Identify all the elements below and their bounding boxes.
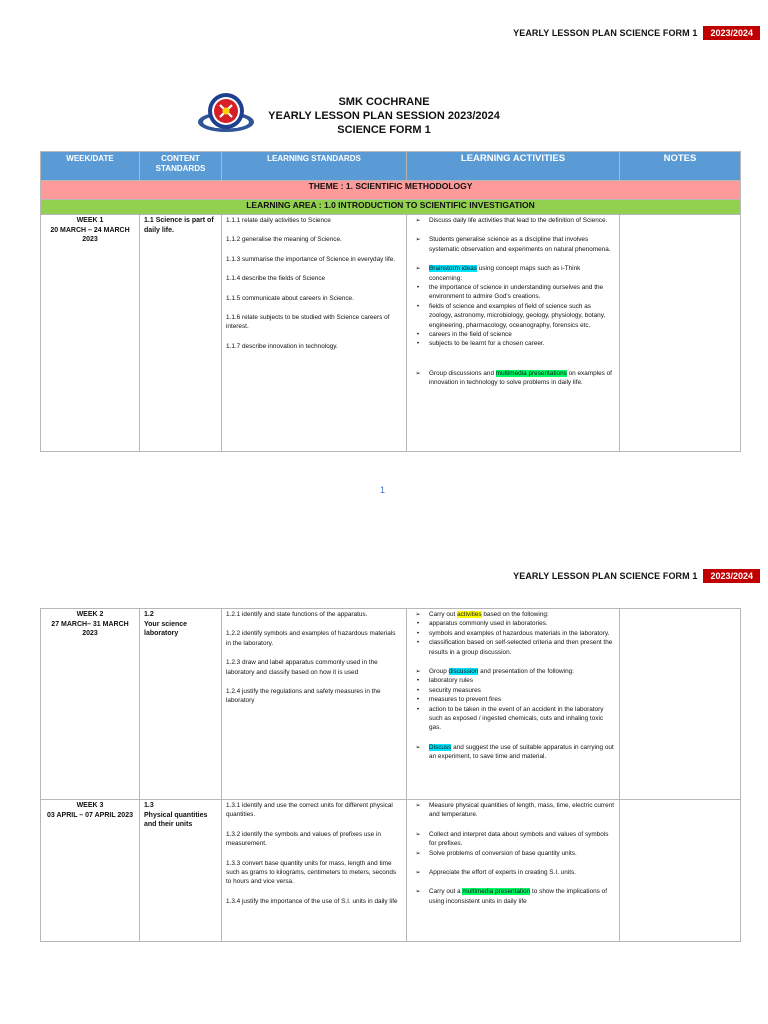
- arrow-bullet-icon: ➢: [415, 802, 421, 809]
- content-title: Science is part of daily life.: [144, 217, 214, 234]
- content-standard-cell: [140, 800, 222, 942]
- activity-item: • symbols and examples of hazardous materials in the laboratory.: [411, 629, 615, 638]
- dot-bullet-icon: •: [416, 639, 420, 647]
- arrow-bullet-icon: ➢: [415, 611, 421, 618]
- dot-bullet-icon: •: [416, 620, 420, 628]
- dot-bullet-icon: •: [416, 629, 420, 637]
- highlighted-text: multimedia presentations: [495, 369, 567, 377]
- learning-standard: 1.1.6 relate subjects to be studied with Science careers of interest.: [226, 314, 390, 331]
- week-dates: 27 MARCH– 31 MARCH 2023: [51, 620, 129, 637]
- arrow-bullet-icon: ➢: [415, 869, 421, 877]
- page-header: [513, 26, 760, 40]
- activity-item: • subjects to be learnt for a chosen career.: [411, 339, 615, 348]
- form-title: SCIENCE FORM 1: [337, 124, 431, 136]
- header-year-badge: 2023/2024: [703, 26, 760, 40]
- page-number: 1: [380, 485, 386, 495]
- highlighted-text: Discuss: [429, 743, 452, 751]
- week-dates: 03 APRIL – 07 APRIL 2023: [47, 811, 133, 819]
- learning-standard: 1.2.1 identify and state functions of the apparatus.: [226, 611, 368, 618]
- header-title: YEARLY LESSON PLAN SCIENCE FORM 1: [513, 571, 698, 581]
- content-title: Your science laboratory: [144, 620, 188, 637]
- col-content: CONTENT STANDARDS: [140, 152, 222, 181]
- learning-standard: 1.2.3 draw and label apparatus commonly used in the laboratory and classify based on how it is used: [226, 659, 378, 676]
- activity-item: • the importance of science in understanding ourselves and the environment to admire God's creations.: [411, 283, 615, 302]
- activity-item: ➢ Measure physical quantities of length, mass, time, electric current and temperature.: [411, 801, 615, 820]
- learning-standards-cell: [222, 215, 407, 452]
- highlighted-text: Brainstorm ideas: [429, 265, 477, 273]
- arrow-bullet-icon: ➢: [415, 743, 421, 751]
- activity-item: ➢ Students generalise science as a discipline that involves systematic observation and experiments on natural phenomena.: [411, 235, 615, 254]
- notes-cell: [620, 215, 741, 452]
- learning-standard: 1.1.4 describe the fields of Science: [226, 275, 326, 283]
- notes-cell: [620, 609, 741, 800]
- week-cell: [41, 215, 140, 452]
- table-row: [41, 215, 741, 452]
- week-label: WEEK 3: [76, 802, 104, 809]
- dot-bullet-icon: •: [416, 677, 420, 685]
- content-standard-cell: [140, 215, 222, 452]
- activity-item: • careers in the field of science: [411, 330, 615, 339]
- dot-bullet-icon: •: [416, 686, 420, 694]
- learning-standard: 1.1.5 communicate about careers in Science.: [226, 294, 354, 302]
- activity-item: ➢ Carry out activities based on the following:: [411, 610, 615, 619]
- dot-bullet-icon: •: [416, 696, 420, 704]
- week-cell: [41, 800, 140, 942]
- activity-item: • laboratory rules: [411, 676, 615, 685]
- activity-item: ➢ Solve problems of conversion of base quantity units.: [411, 849, 615, 858]
- activity-item: • action to be taken in the event of an accident in the laboratory such as exposed / ingested chemicals, cuts and inhaling toxic gas.: [411, 705, 615, 733]
- content-standard-cell: [140, 609, 222, 800]
- learning-standard: 1.1.3 summarise the importance of Science in everyday life.: [226, 255, 396, 263]
- header-year-badge: 2023/2024: [703, 569, 760, 583]
- learning-activities-cell: [407, 800, 620, 942]
- col-learning: LEARNING STANDARDS: [222, 152, 407, 181]
- arrow-bullet-icon: ➢: [415, 888, 421, 896]
- content-number: 1.3: [144, 802, 154, 809]
- activity-item: • apparatus commonly used in laboratories.: [411, 619, 615, 628]
- lesson-plan-table-page2: [40, 608, 741, 942]
- learning-standard: 1.1.1 relate daily activities to Science: [226, 217, 331, 224]
- arrow-bullet-icon: ➢: [415, 830, 421, 838]
- learning-standard: 1.2.4 justify the regulations and safety measures in the laboratory: [226, 688, 381, 705]
- learning-activities-cell: [407, 215, 620, 452]
- activity-item: • fields of science and examples of field of science such as zoology, astronomy, microbiology, geology, physiology, botany, engineering, pharmacology, oceanography, forensics etc.: [411, 302, 615, 330]
- col-week: WEEK/DATE: [41, 152, 140, 181]
- theme-row: [41, 181, 741, 200]
- activity-item: ➢ Group discussion and presentation of the following:: [411, 667, 615, 676]
- learning-area-row: [41, 200, 741, 215]
- table-row: [41, 609, 741, 800]
- week-dates: 20 MARCH – 24 MARCH 2023: [50, 226, 130, 243]
- lesson-plan-table-page1: [40, 151, 741, 452]
- learning-standard: 1.1.2 generalise the meaning of Science.: [226, 236, 342, 244]
- learning-standard: 1.3.1 identify and use the correct units for different physical quantities.: [226, 802, 393, 819]
- page-header: [513, 569, 760, 583]
- dot-bullet-icon: •: [416, 302, 420, 310]
- learning-standard: 1.3.4 justify the importance of the use of S.I. units in daily life: [226, 897, 398, 905]
- learning-standard: 1.3.3 convert base quantity units for mass, length and time such as grams to kilograms, centimeters to meters, seconds to hours and vice versa.: [226, 859, 397, 886]
- highlighted-text: activities: [457, 611, 482, 618]
- activity-item: ➢ Carry out a multimedia presentation to show the implications of using inconsistent units in daily life: [411, 887, 615, 906]
- activity-item: • classification based on self-selected criteria and then present the results in a group discussion.: [411, 638, 615, 657]
- notes-cell: [620, 800, 741, 942]
- arrow-bullet-icon: ➢: [415, 236, 421, 244]
- dot-bullet-icon: •: [416, 705, 420, 713]
- activity-item: ➢ Appreciate the effort of experts in creating S.I. units.: [411, 868, 615, 877]
- content-number: 1.1: [144, 217, 154, 224]
- learning-standards-cell: [222, 800, 407, 942]
- arrow-bullet-icon: ➢: [415, 265, 421, 273]
- learning-activities-cell: [407, 609, 620, 800]
- learning-area-label: LEARNING AREA : 1.0 INTRODUCTION TO SCIENTIFIC INVESTIGATION: [41, 200, 741, 215]
- learning-standard: 1.2.2 identify symbols and examples of hazardous materials in the laboratory.: [226, 630, 396, 647]
- learning-standard: 1.3.2 identify the symbols and values of prefixes use in measurement.: [226, 830, 381, 848]
- table-row: [41, 800, 741, 942]
- activity-item: ➢ Group discussions and multimedia presentations on examples of innovation in technology to solve problems in daily life.: [411, 369, 615, 388]
- dot-bullet-icon: •: [416, 284, 420, 292]
- activity-item: ➢ Collect and interpret data about symbols and values of symbols for prefixes.: [411, 830, 615, 849]
- school-heading: [250, 95, 518, 137]
- learning-standards-cell: [222, 609, 407, 800]
- school-name: SMK COCHRANE: [338, 96, 430, 108]
- table-header-row: [41, 152, 741, 181]
- week-label: WEEK 1: [76, 217, 104, 224]
- activity-item: • security measures: [411, 686, 615, 695]
- col-activities: LEARNING ACTIVITIES: [407, 152, 620, 181]
- week-cell: [41, 609, 140, 800]
- arrow-bullet-icon: ➢: [415, 217, 421, 224]
- week-label: WEEK 2: [76, 611, 104, 618]
- arrow-bullet-icon: ➢: [415, 849, 421, 857]
- activity-item: • measures to prevent fires: [411, 695, 615, 704]
- highlighted-text: discussion: [448, 668, 479, 676]
- activity-item: ➢ Discuss and suggest the use of suitable apparatus in carrying out an experiment, to save time and material.: [411, 743, 615, 762]
- school-logo-icon: [197, 91, 255, 139]
- col-notes: NOTES: [620, 152, 741, 181]
- header-title: YEARLY LESSON PLAN SCIENCE FORM 1: [513, 28, 698, 38]
- activity-item: ➢ Discuss daily life activities that lead to the definition of Science.: [411, 216, 615, 225]
- plan-title: YEARLY LESSON PLAN SESSION 2023/2024: [268, 110, 500, 122]
- content-title: Physical quantities and their units: [144, 811, 208, 828]
- highlighted-text: multimedia presentation: [462, 888, 531, 896]
- activity-item: ➢ Brainstorm ideas using concept maps such as i-Think concerning:: [411, 264, 615, 283]
- theme-label: THEME : 1. SCIENTIFIC METHODOLOGY: [41, 181, 741, 200]
- learning-standard: 1.1.7 describe innovation in technology.: [226, 342, 338, 350]
- dot-bullet-icon: •: [416, 340, 420, 348]
- arrow-bullet-icon: ➢: [415, 369, 421, 377]
- arrow-bullet-icon: ➢: [415, 668, 421, 676]
- dot-bullet-icon: •: [416, 331, 420, 339]
- content-number: 1.2: [144, 611, 154, 618]
